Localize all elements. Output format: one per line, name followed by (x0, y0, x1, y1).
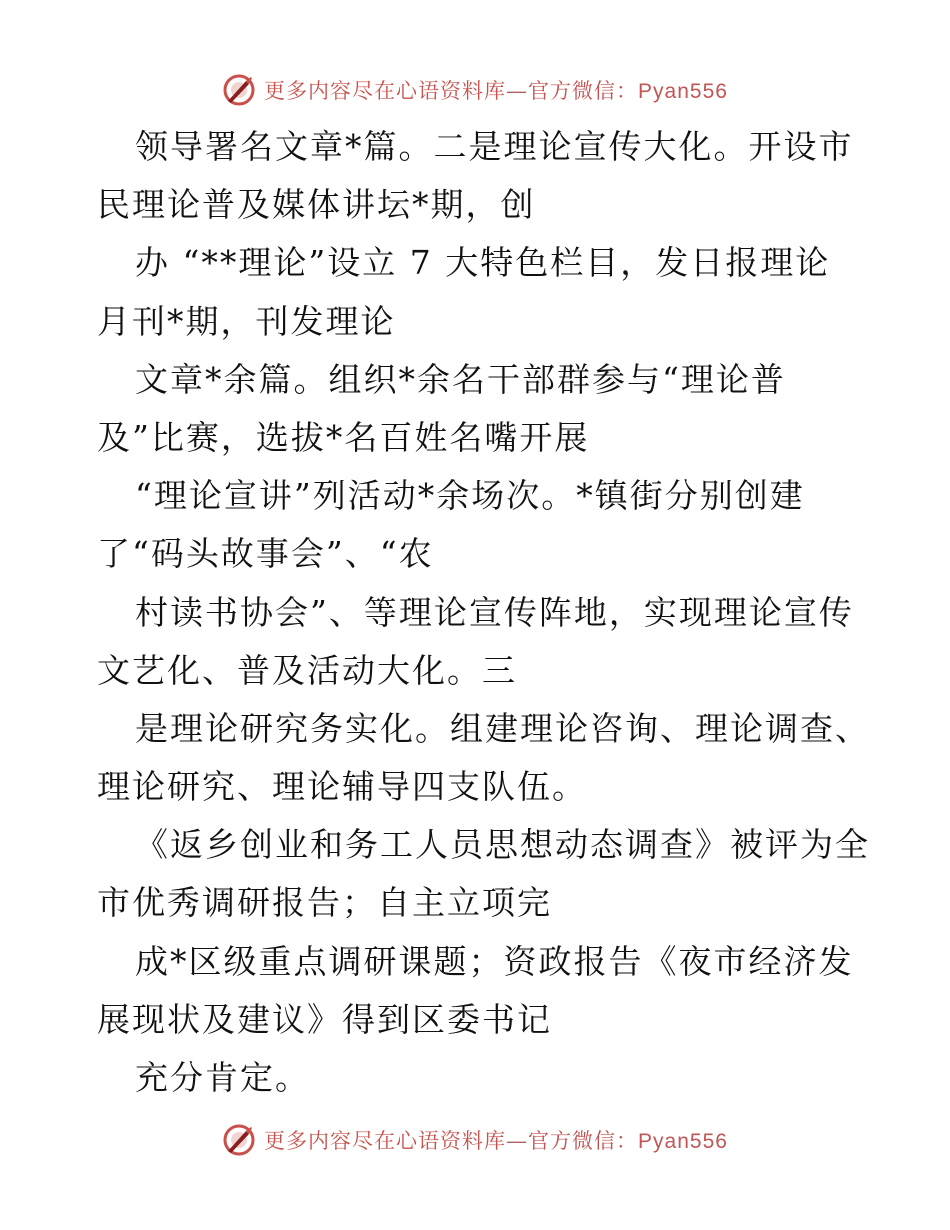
quill-seal-logo-icon (222, 1123, 256, 1157)
body-line: 办 “**理论”设立 7 大特色栏目，发日报理论 (135, 243, 831, 283)
banner-label: 官方微信： (528, 79, 639, 103)
banner-separator: — (506, 1129, 529, 1153)
body-line: 成*区级重点调研课题；资政报告《夜市经济发 (135, 941, 854, 981)
body-line: 市优秀调研报告；自主立项完 (97, 883, 552, 923)
banner-main: 更多内容尽在心语资料库 (264, 1129, 507, 1153)
body-line: 月刊*期，刊发理论 (97, 301, 396, 341)
banner-separator: — (506, 79, 529, 103)
body-line: 文章*余篇。组织*余名干部群参与“理论普 (135, 359, 786, 399)
body-line: 及”比赛，选拔*名百姓名嘴开展 (97, 417, 590, 457)
body-line: “理论宣讲”列活动*余场次。*镇街分别创建 (135, 476, 805, 516)
banner-text (264, 75, 728, 105)
body-line: 村读书协会”、等理论宣传阵地，实现理论宣传 (135, 592, 854, 632)
banner-main: 更多内容尽在心语资料库 (264, 79, 507, 103)
document-body (97, 118, 887, 1107)
body-line: 《返乡创业和务工人员思想动态调查》被评为全 (135, 825, 870, 865)
footer-banner (0, 1120, 950, 1160)
body-line: 理论研究、理论辅导四支队伍。 (97, 767, 587, 807)
quill-seal-logo-icon (222, 73, 256, 107)
banner-label: 官方微信： (528, 1129, 639, 1153)
banner-wechat-id: Pyan556 (638, 80, 728, 103)
body-line: 充分肯定。 (135, 1058, 310, 1097)
body-line: 领导署名文章*篇。二是理论宣传大化。开设市 (135, 127, 854, 166)
body-line: 文艺化、普及活动大化。三 (97, 650, 517, 690)
body-line: 民理论普及媒体讲坛*期，创 (97, 185, 536, 225)
banner-wechat-id: Pyan556 (638, 1130, 728, 1153)
body-line: 是理论研究务实化。组建理论咨询、理论调查、 (135, 708, 870, 748)
body-line: 了“码头故事会”、“农 (97, 534, 434, 574)
body-line: 展现状及建议》得到区委书记 (97, 999, 552, 1039)
banner-text (264, 1125, 728, 1155)
header-banner (0, 70, 950, 110)
